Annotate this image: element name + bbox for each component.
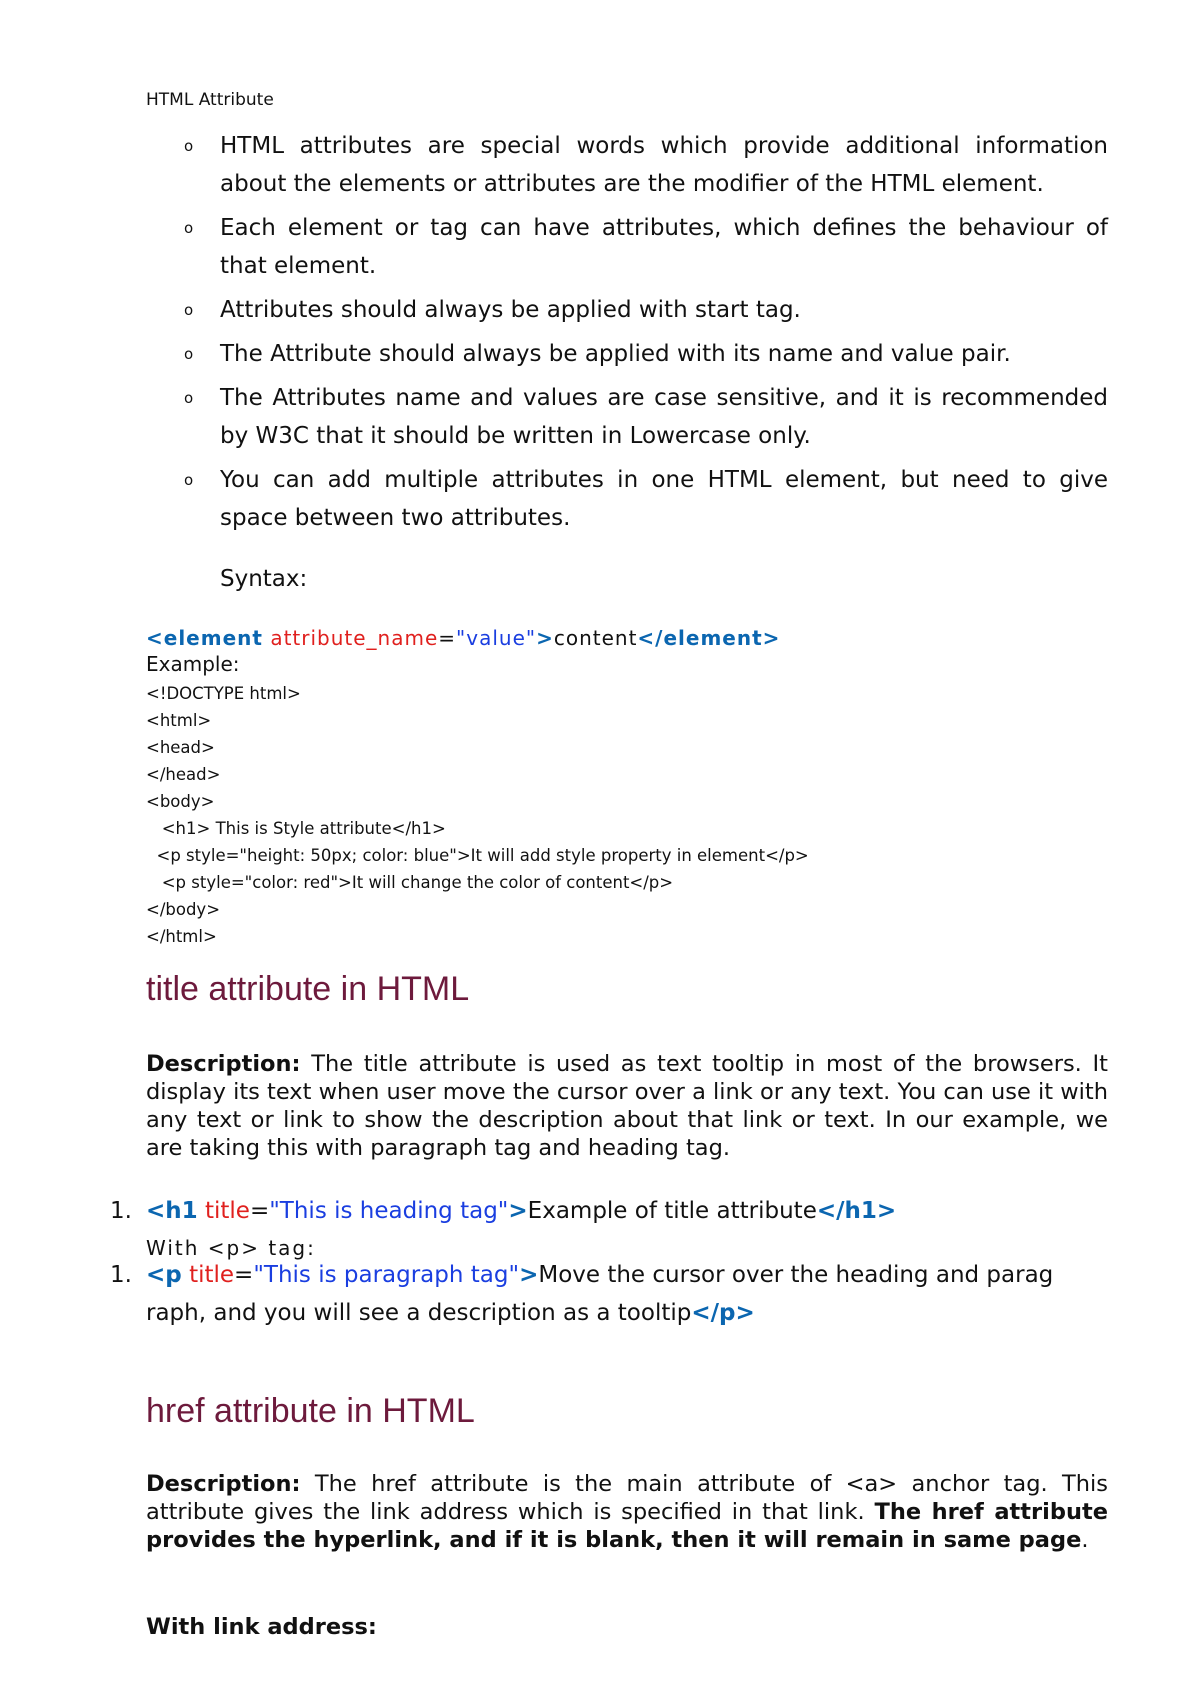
- syntax-attr-name: attribute_name: [270, 626, 439, 650]
- syntax-bracket: >: [536, 626, 554, 650]
- code-tag-close: </p>: [691, 1300, 755, 1326]
- list-number: 1.: [110, 1198, 132, 1224]
- code-attr: title: [189, 1262, 235, 1288]
- description-text: The href attribute is the main attribute of <a> anchor tag. This attribute gives the link address which is specified in that link.: [146, 1471, 1108, 1525]
- code-value: "This is heading tag": [269, 1198, 509, 1224]
- bullet-marker: o: [184, 219, 194, 237]
- code-line: </head>: [146, 765, 221, 784]
- list-item: [184, 335, 1108, 373]
- bullet-text: HTML attributes are special words which provide additional information about the elements or attributes are the modifier of the HTML element.: [220, 133, 1108, 197]
- syntax-value: "value": [456, 626, 537, 650]
- with-p-tag-label: With <p> tag:: [146, 1236, 316, 1260]
- list-item: [184, 379, 1108, 455]
- code-line: <p style="height: 50px; color: blue">It will add style property in element</p>: [146, 846, 809, 865]
- code-line: <html>: [146, 711, 212, 730]
- code-content: raph, and you will see a description as a tooltip: [146, 1300, 692, 1326]
- code-value: "This is paragraph tag": [253, 1262, 520, 1288]
- code-eq: =: [249, 1198, 270, 1224]
- bullet-text: Attributes should always be applied with start tag.: [220, 297, 801, 323]
- code-content: Example of title attribute: [527, 1198, 817, 1224]
- description-bold-text: The href attribute provides the hyperlink, and if it is blank, then it will remain in same page: [146, 1499, 1108, 1553]
- title-attribute-heading: title attribute in HTML: [146, 970, 470, 1008]
- syntax-content: content: [553, 626, 638, 650]
- title-example-p-continuation: [146, 1300, 755, 1326]
- syntax-eq: =: [438, 626, 457, 650]
- title-example-h1: [110, 1198, 896, 1224]
- bullet-marker: o: [184, 137, 194, 155]
- with-link-address-label: With link address:: [146, 1614, 377, 1640]
- description-end: .: [1081, 1527, 1089, 1553]
- code-line: <head>: [146, 738, 215, 757]
- code-tag-close: </h1>: [816, 1198, 897, 1224]
- syntax-end-tag: </element>: [637, 626, 781, 650]
- code-line: <body>: [146, 792, 215, 811]
- list-item: [184, 209, 1108, 285]
- code-line: <!DOCTYPE html>: [146, 684, 301, 703]
- code-line: <h1> This is Style attribute</h1>: [146, 819, 446, 838]
- list-number: 1.: [110, 1262, 132, 1288]
- bullet-text: Each element or tag can have attributes, which defines the behaviour of that element.: [220, 215, 1108, 279]
- document-title: HTML Attribute: [146, 90, 274, 110]
- description-label: Description:: [146, 1471, 301, 1497]
- bullet-marker: o: [184, 471, 194, 489]
- bullet-marker: o: [184, 301, 194, 319]
- attribute-bullet-list: [184, 127, 1108, 543]
- code-tag-open: <h1: [146, 1198, 198, 1224]
- bullet-text: The Attributes name and values are case sensitive, and it is recommended by W3C that it should be written in Lowercase only.: [220, 385, 1108, 449]
- code-eq: =: [234, 1262, 254, 1288]
- bullet-text: You can add multiple attributes in one HTML element, but need to give space between two attributes.: [220, 467, 1108, 531]
- code-bracket: >: [519, 1262, 539, 1288]
- code-tag-open: <p: [146, 1262, 182, 1288]
- code-bracket: >: [508, 1198, 528, 1224]
- example-label: Example:: [146, 652, 240, 676]
- list-item: [184, 127, 1108, 203]
- bullet-text: The Attribute should always be applied with its name and value pair.: [220, 341, 1011, 367]
- title-description: [146, 1050, 1108, 1162]
- href-attribute-heading: href attribute in HTML: [146, 1392, 475, 1430]
- code-attr: title: [204, 1198, 250, 1224]
- list-item: [184, 291, 1108, 329]
- syntax-line: [146, 626, 780, 650]
- code-content: Move the cursor over the heading and parag: [538, 1262, 1054, 1288]
- syntax-open-tag: <element: [146, 626, 263, 650]
- description-text: The title attribute is used as text tooltip in most of the browsers. It display its text when user move the cursor over a link or any text. You can use it with any text or link to show the description about that link or text. In our example, we are taking this with paragraph tag and heading tag.: [146, 1051, 1108, 1161]
- bullet-marker: o: [184, 389, 194, 407]
- code-line: <p style="color: red">It will change the color of content</p>: [146, 873, 674, 892]
- list-item: [184, 461, 1108, 537]
- code-line: </html>: [146, 927, 217, 946]
- href-description: [146, 1470, 1108, 1554]
- title-example-p: [110, 1262, 1053, 1288]
- description-label: Description:: [146, 1051, 301, 1077]
- syntax-label: Syntax:: [220, 566, 308, 592]
- code-line: </body>: [146, 900, 221, 919]
- bullet-marker: o: [184, 345, 194, 363]
- code-example: [146, 680, 809, 950]
